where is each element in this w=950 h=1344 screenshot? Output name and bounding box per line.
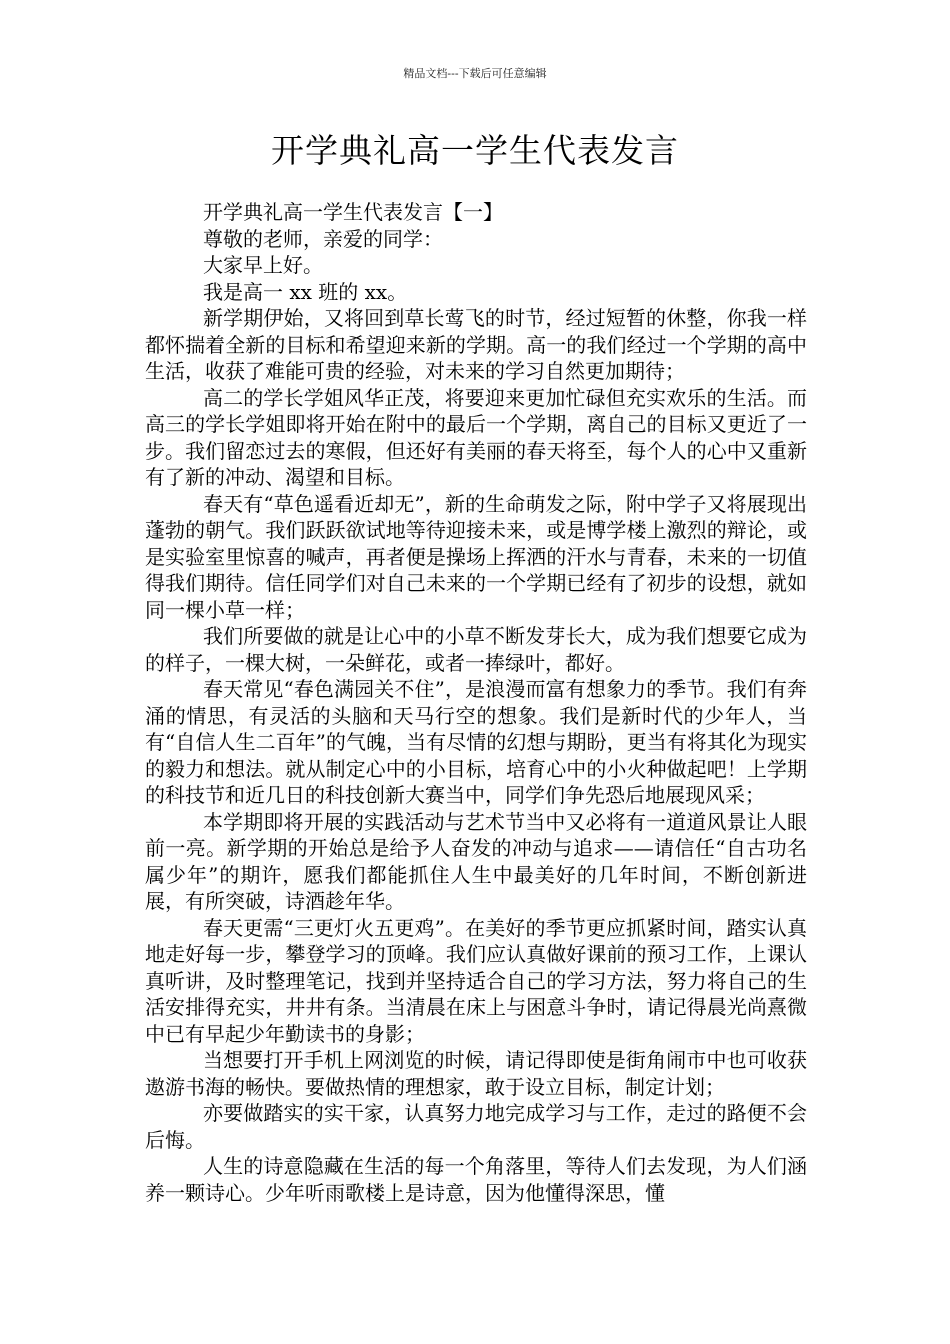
paragraph: 新学期伊始，又将回到草长莺飞的时节，经过短暂的休整，你我一样都怀揣着全新的目标和希望迎来新的学期。高一的我们经过一个学期的高中生活，收获了难能可贵的经验，对未来的学习自然更加期待； bbox=[145, 306, 807, 383]
paragraph: 当想要打开手机上网浏览的时候，请记得即使是街角闹市中也可收获遨游书海的畅快。要做热情的理想家，敢于设立目标，制定计划； bbox=[145, 1048, 807, 1099]
paragraph: 春天更需“三更灯火五更鸡”。在美好的季节更应抓紧时间，踏实认真地走好每一步，攀登学习的顶峰。我们应认真做好课前的预习工作，上课认真听讲，及时整理笔记，找到并坚持适合自己的学习方法，努力将自己的生活安排得充实，井井有条。当清晨在床上与困意斗争时，请记得晨光尚熹微中已有早起少年勤读书的身影； bbox=[145, 915, 807, 1046]
paragraph: 春天有“草色遥看近却无”，新的生命萌发之际，附中学子又将展现出蓬勃的朝气。我们跃跃欲试地等待迎接未来，或是博学楼上激烈的辩论，或是实验室里惊喜的喊声，再者便是操场上挥洒的汗水与青春，未来的一切值得我们期待。信任同学们对自己未来的一个学期已经有了初步的设想，就如同一棵小草一样； bbox=[145, 491, 807, 622]
document-body bbox=[145, 199, 807, 1206]
paragraph-self-intro: 我是高一 xx 班的 xx。 bbox=[203, 279, 408, 304]
document-title: 开学典礼高一学生代表发言 bbox=[271, 131, 679, 170]
paragraph: 我们所要做的就是让心中的小草不断发芽长大，成为我们想要它成为的样子，一棵大树，一朵鲜花，或者一捧绿叶，都好。 bbox=[145, 624, 807, 675]
header-note: 精品文档---下载后可任意编辑 bbox=[403, 67, 547, 80]
paragraph-salutation: 尊敬的老师，亲爱的同学： bbox=[203, 226, 443, 251]
paragraph: 高二的学长学姐风华正茂，将要迎来更加忙碌但充实欢乐的生活。而高三的学长学姐即将开始在附中的最后一个学期，离自己的目标又更近了一步。我们留恋过去的寒假，但还好有美丽的春天将至，每个人的心中又重新有了新的冲动、渴望和目标。 bbox=[145, 385, 807, 489]
paragraph: 本学期即将开展的实践活动与艺术节当中又必将有一道道风景让人眼前一亮。新学期的开始总是给予人奋发的冲动与追求——请信任“自古功名属少年”的期许，愿我们都能抓住人生中最美好的几年时间，不断创新进展，有所突破，诗酒趁年华。 bbox=[145, 809, 807, 913]
paragraph: 亦要做踏实的实干家，认真努力地完成学习与工作，走过的路便不会后悔。 bbox=[145, 1101, 807, 1152]
paragraph-greeting: 大家早上好。 bbox=[203, 253, 323, 277]
paragraph-section-heading: 开学典礼高一学生代表发言【一】 bbox=[203, 200, 503, 224]
paragraph: 春天常见“春色满园关不住”，是浪漫而富有想象力的季节。我们有奔涌的情思，有灵活的头脑和天马行空的想象。我们是新时代的少年人，当有“自信人生二百年”的气魄，当有尽情的幻想与期盼，更当有将其化为现实的毅力和想法。就从制定心中的小目标，培育心中的小火种做起吧！上学期的科技节和近几日的科技创新大赛当中，同学们争先恐后地展现风采； bbox=[145, 677, 807, 807]
paragraph: 人生的诗意隐藏在生活的每一个角落里，等待人们去发现，为人们涵养一颗诗心。少年听雨歌楼上是诗意，因为他懂得深思，懂 bbox=[145, 1154, 807, 1205]
